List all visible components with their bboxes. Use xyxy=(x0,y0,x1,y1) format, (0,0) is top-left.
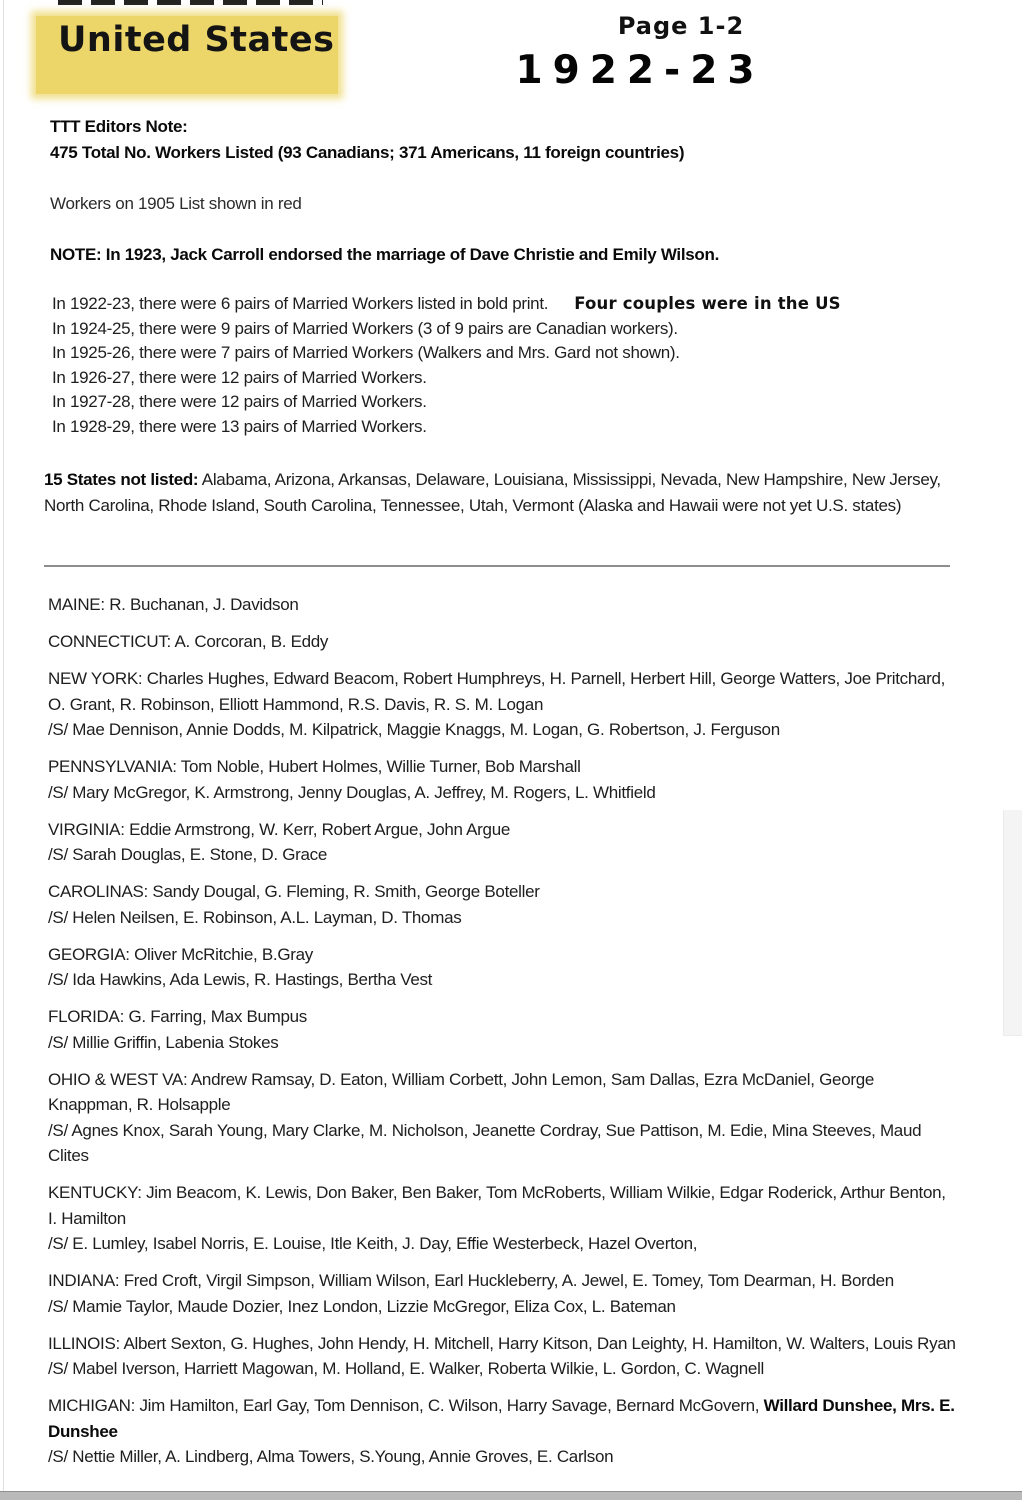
state-name: FLORIDA: xyxy=(48,1007,125,1026)
states-not-listed-label: 15 States not listed: xyxy=(44,470,199,489)
worker-names: Eddie Armstrong, W. Kerr, Robert Argue, John Argue xyxy=(124,819,511,839)
state-name: ILLINOIS: xyxy=(48,1333,120,1353)
married-pairs-line xyxy=(52,415,982,440)
page-title: United States xyxy=(58,20,335,60)
state-name: INDIANA: xyxy=(48,1271,120,1290)
state-name: VIRGINIA: xyxy=(48,819,125,839)
editors-note-line2: 475 Total No. Workers Listed (93 Canadians; 371 Americans, 11 foreign countries) xyxy=(50,143,685,162)
married-pairs-text: In 1926-27, there were 12 pairs of Married Workers. xyxy=(52,367,427,387)
married-pairs-line xyxy=(52,317,982,342)
state-name: MAINE: xyxy=(48,595,105,614)
married-pairs-line xyxy=(52,292,982,317)
state-section xyxy=(48,629,956,655)
state-sections xyxy=(48,592,956,1481)
sister-workers-line: /S/ Nettie Miller, A. Lindberg, Alma Towers, S.Young, Annie Groves, E. Carlson xyxy=(48,1447,614,1466)
state-section xyxy=(48,1067,956,1169)
worker-names-bold: Willard Dunshee, Mrs. E. Dunshee xyxy=(48,1396,955,1441)
worker-names: Tom Noble, Hubert Holmes, Willie Turner, Bob Marshall xyxy=(176,757,581,776)
state-section xyxy=(48,1393,956,1470)
scrollbar-thumb[interactable] xyxy=(1003,810,1022,1036)
sister-workers-line: /S/ Mamie Taylor, Maude Dozier, Inez London, Lizzie McGregor, Eliza Cox, L. Bateman xyxy=(48,1296,676,1316)
sister-workers-line: /S/ Helen Neilsen, E. Robinson, A.L. Layman, D. Thomas xyxy=(48,907,462,927)
sister-workers-line: /S/ E. Lumley, Isabel Norris, E. Louise, Itle Keith, J. Day, Effie Westerbeck, Hazel Overton, xyxy=(48,1234,698,1253)
worker-names: Fred Croft, Virgil Simpson, William Wilson, Earl Huckleberry, A. Jewel, E. Tomey, Tom Dearman, H. Borden xyxy=(119,1271,894,1290)
state-name: NEW YORK: xyxy=(48,669,143,688)
sister-workers-line: /S/ Millie Griffin, Labenia Stokes xyxy=(48,1032,279,1052)
states-not-listed xyxy=(44,467,956,519)
year-heading: 1922-23 xyxy=(515,48,765,93)
state-name: KENTUCKY: xyxy=(48,1183,142,1202)
page-left-edge xyxy=(3,0,4,1492)
sister-workers-line: /S/ Mae Dennison, Annie Dodds, M. Kilpatrick, Maggie Knaggs, M. Logan, G. Robertson, J. Ferguson xyxy=(48,720,780,739)
state-name: PENNSYLVANIA: xyxy=(48,757,177,776)
married-pairs-line xyxy=(52,390,982,415)
sister-workers-line: /S/ Mabel Iverson, Harriett Magowan, M. Holland, E. Walker, Roberta Wilkie, L. Gordon, C. Wagnell xyxy=(48,1359,765,1378)
state-section xyxy=(48,754,956,805)
page-number-label: Page 1-2 xyxy=(617,12,745,40)
worker-names: Jim Hamilton, Earl Gay, Tom Dennison, C. Wilson, Harry Savage, Bernard McGovern, xyxy=(135,1396,764,1415)
state-section xyxy=(48,592,956,618)
worker-names: G. Farring, Max Bumpus xyxy=(124,1007,308,1026)
states-not-listed-text: Alabama, Arizona, Arkansas, Delaware, Louisiana, Mississippi, Nevada, New Hampshire, New Jersey, North Carolina, Rhode Island, South Carolina, Tennessee, Utah, Vermont (Alaska and Hawaii were not yet U.S. states) xyxy=(44,470,941,515)
state-name: OHIO & WEST VA: xyxy=(48,1069,188,1089)
cut-off-text-strip xyxy=(58,0,323,5)
worker-names: R. Buchanan, J. Davidson xyxy=(104,595,299,614)
married-pairs-text: In 1927-28, there were 12 pairs of Married Workers. xyxy=(52,392,427,412)
state-section xyxy=(48,1268,956,1319)
state-section xyxy=(48,1331,956,1382)
worker-names: Andrew Ramsay, D. Eaton, William Corbett, John Lemon, Sam Dallas, Ezra McDaniel, George Knappman, R. Holsapple xyxy=(48,1069,875,1114)
state-section xyxy=(48,942,956,993)
worker-names: Albert Sexton, G. Hughes, John Hendy, H. Mitchell, Harry Kitson, Dan Leighty, H. Hamilton, W. Walters, Louis Ryan xyxy=(119,1333,956,1353)
married-pairs-line xyxy=(52,366,982,391)
state-section xyxy=(48,879,956,930)
editors-note-line1: TTT Editors Note: xyxy=(50,117,188,136)
married-pairs-text: In 1925-26, there were 7 pairs of Married Workers (Walkers and Mrs. Gard not shown). xyxy=(52,343,680,363)
married-pairs-suffix: Four couples were in the US xyxy=(574,294,841,313)
married-pairs-text: In 1924-25, there were 9 pairs of Married Workers (3 of 9 pairs are Canadian workers). xyxy=(52,318,678,338)
editors-note xyxy=(50,114,960,166)
married-pairs-text: In 1922-23, there were 6 pairs of Married Workers listed in bold print. xyxy=(52,294,549,313)
state-section xyxy=(48,666,956,743)
title-highlight xyxy=(36,16,338,94)
state-section xyxy=(48,817,956,868)
married-pairs-line xyxy=(52,341,982,366)
sister-workers-line: /S/ Mary McGregor, K. Armstrong, Jenny Douglas, A. Jeffrey, M. Rogers, L. Whitfield xyxy=(48,782,656,802)
married-pairs-text: In 1928-29, there were 13 pairs of Married Workers. xyxy=(52,416,427,436)
section-divider xyxy=(44,565,950,567)
state-name: CONNECTICUT: xyxy=(48,632,171,651)
worker-names: Charles Hughes, Edward Beacom, Robert Humphreys, H. Parnell, Herbert Hill, George Watters, Joe Pritchard, O. Grant, R. Robinson, Elliott Hammond, R.S. Davis, R. S. M. Logan xyxy=(48,669,946,714)
sister-workers-line: /S/ Sarah Douglas, E. Stone, D. Grace xyxy=(48,845,327,864)
sister-workers-line: /S/ Ida Hawkins, Ada Lewis, R. Hastings, Bertha Vest xyxy=(48,970,433,989)
state-name: CAROLINAS: xyxy=(48,882,148,901)
worker-names: Oliver McRitchie, B.Gray xyxy=(129,944,313,964)
state-section xyxy=(48,1180,956,1257)
state-name: GEORGIA: xyxy=(48,944,130,964)
state-name: MICHIGAN: xyxy=(48,1396,136,1415)
bottom-window-edge xyxy=(0,1491,1022,1500)
marriage-endorsement-note: NOTE: In 1923, Jack Carroll endorsed the marriage of Dave Christie and Emily Wilson. xyxy=(50,245,720,264)
worker-names: Jim Beacom, K. Lewis, Don Baker, Ben Baker, Tom McRoberts, William Wilkie, Edgar Roderick, Arthur Benton, I. Hamilton xyxy=(48,1183,946,1228)
sister-workers-line: /S/ Agnes Knox, Sarah Young, Mary Clarke, M. Nicholson, Jeanette Cordray, Sue Pattison, M. Edie, Mina Steeves, Maud Clites xyxy=(48,1120,922,1165)
state-section xyxy=(48,1004,956,1055)
married-workers-list xyxy=(52,292,982,440)
worker-names: A. Corcoran, B. Eddy xyxy=(170,632,329,651)
red-list-note: Workers on 1905 List shown in red xyxy=(50,194,302,213)
worker-names: Sandy Dougal, G. Fleming, R. Smith, George Boteller xyxy=(147,882,540,901)
